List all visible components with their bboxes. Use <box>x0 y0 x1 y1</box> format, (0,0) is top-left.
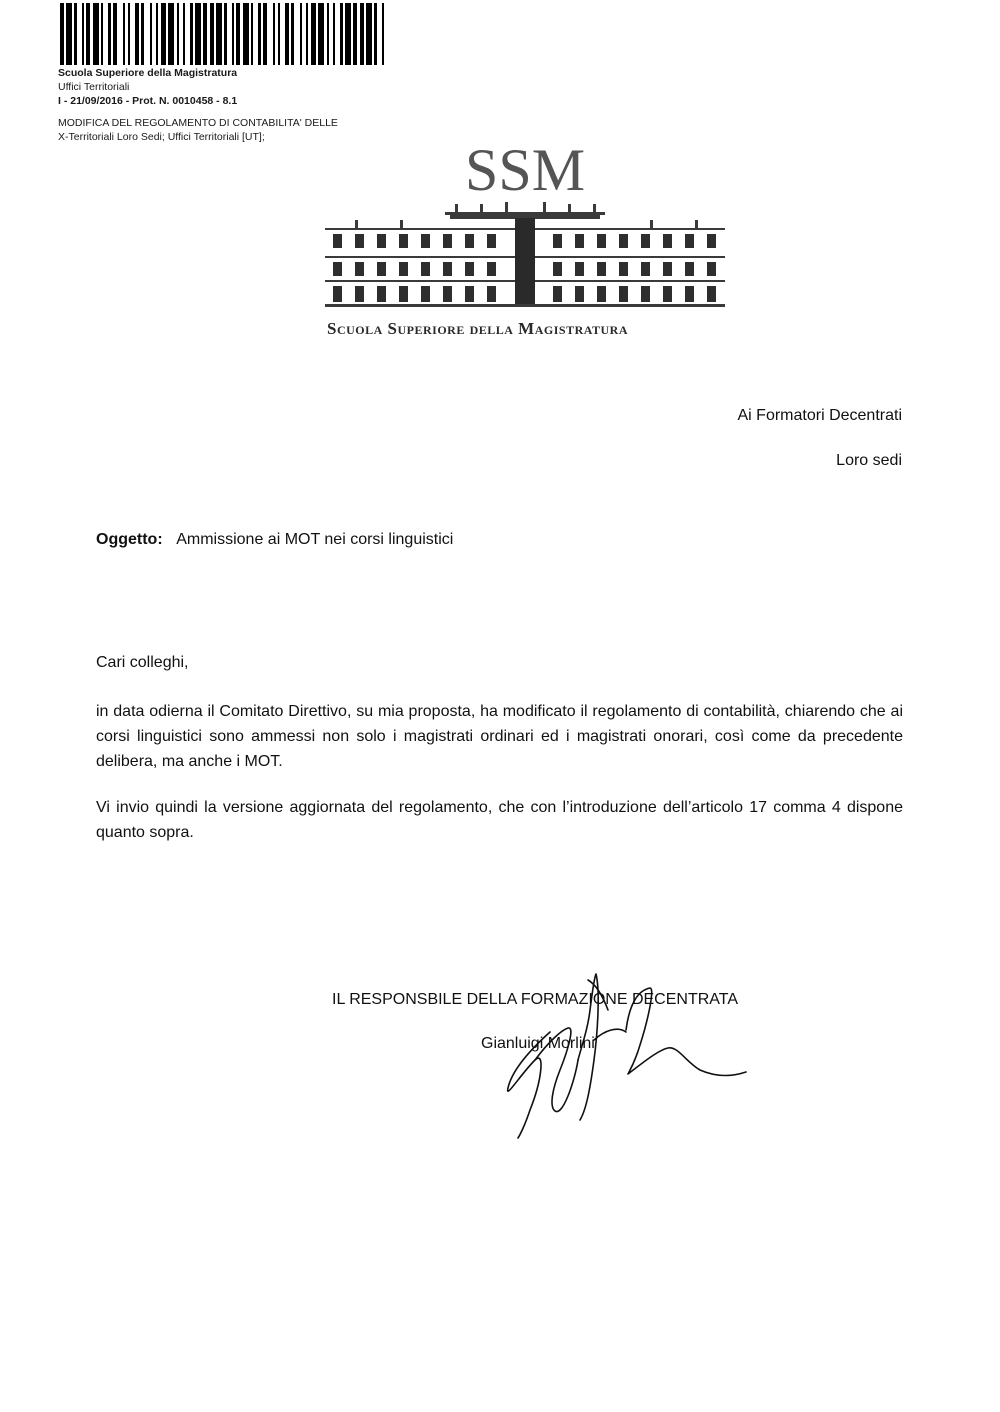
stamp-institution: Scuola Superiore della Magistratura <box>58 67 238 79</box>
logo-acronym-text: SSM <box>464 138 586 196</box>
recipient-line-2: Loro sedi <box>836 452 902 469</box>
subject-text: Ammissione ai MOT nei corsi linguistici <box>176 531 454 548</box>
subject <box>96 527 453 552</box>
signatory-role: IL RESPONSBILE DELLA FORMAZIONE DECENTRATA <box>332 991 739 1008</box>
barcode <box>58 3 388 65</box>
logo-caption-text: Scuola Superiore della Magistratura <box>327 319 629 338</box>
subject-label: Oggetto: <box>96 531 163 548</box>
signatory-name: Gianluigi Morlini <box>481 1035 595 1052</box>
logo-acronym <box>450 138 600 196</box>
stamp-protocol: I - 21/09/2016 - Prot. N. 0010458 - 8.1 <box>58 95 238 107</box>
logo-caption <box>327 319 727 345</box>
handwritten-signature <box>490 970 750 1140</box>
body-paragraph-2: Vi invio quindi la versione aggiornata del regolamento, che con l’introduzione dell’articolo 17 comma 4 dispone quanto sopra. <box>96 799 903 841</box>
stamp-recipients-line: X-Territoriali Loro Sedi; Uffici Territoriali [UT]; <box>58 131 265 143</box>
recipient-line-1: Ai Formatori Decentrati <box>737 407 902 424</box>
stamp-office: Uffici Territoriali <box>58 81 130 93</box>
building-illustration <box>325 200 725 310</box>
stamp-subject-line: MODIFICA DEL REGOLAMENTO DI CONTABILITA' DELLE <box>58 117 338 129</box>
salutation: Cari colleghi, <box>96 654 189 671</box>
body-paragraph-1: in data odierna il Comitato Direttivo, su mia proposta, ha modificato il regolamento di contabilità, chiarendo che ai corsi linguistici sono ammessi non solo i magistrati ordinari ed i magistrati onorari, così come da precedente delibera, ma anche i MOT. <box>96 703 903 770</box>
